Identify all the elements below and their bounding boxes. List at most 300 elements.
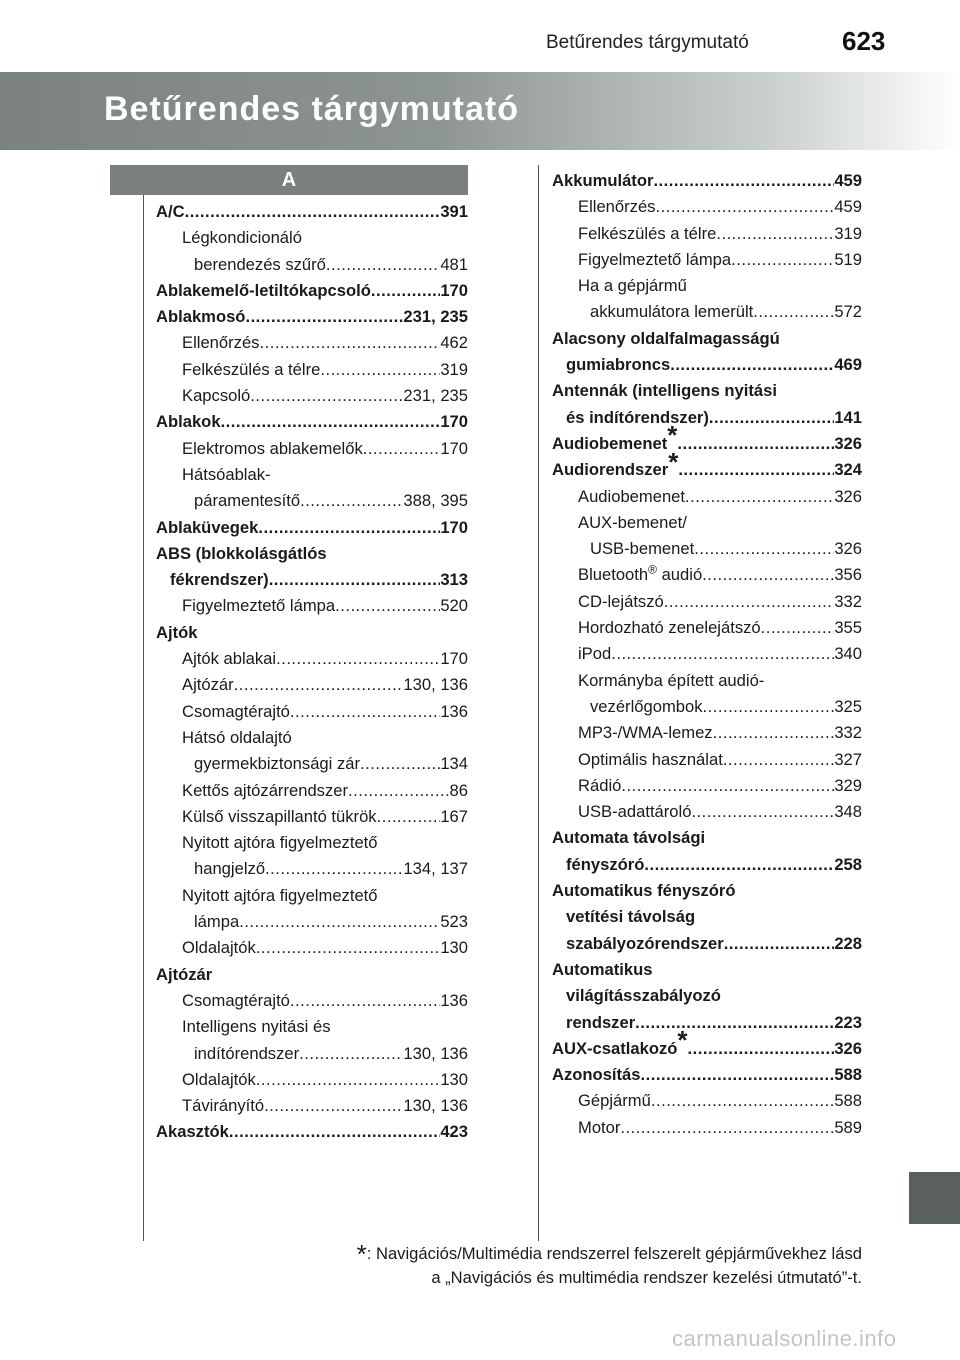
index-entry: [156, 278, 468, 304]
index-entry: [156, 909, 468, 935]
index-entry: [552, 825, 862, 851]
entry-term: [578, 1115, 620, 1141]
dot-leader: [620, 1115, 834, 1141]
page-reference: 228: [834, 933, 862, 953]
index-entry: [552, 878, 862, 904]
entry-text: Nyitott ajtóra figyelmeztető: [182, 833, 378, 853]
entry-text: páramentesítő: [194, 491, 301, 511]
entry-text: Ha a gépjármű: [578, 276, 687, 296]
page-reference: 572: [834, 302, 862, 322]
page-reference: 326: [834, 1038, 862, 1058]
page-reference: 329: [834, 775, 862, 795]
dot-leader: [265, 856, 403, 882]
entry-term: [194, 751, 360, 777]
page-reference: 423: [440, 1122, 468, 1142]
entry-text: hangjelző: [194, 859, 266, 879]
dot-leader: [269, 567, 441, 593]
page-reference: 130: [440, 938, 468, 958]
entry-text: MP3-/WMA-lemez: [578, 723, 713, 743]
footnote-marker: *: [677, 1025, 688, 1056]
index-entry: [552, 1010, 862, 1036]
dot-leader: [691, 799, 834, 825]
page-reference: 520: [440, 596, 468, 616]
entry-term: [578, 747, 723, 773]
entry-term: [182, 593, 335, 619]
thumb-index-tab: [909, 1172, 960, 1224]
entry-term: [552, 957, 653, 983]
entry-term: [566, 352, 670, 378]
dot-leader: [753, 299, 834, 325]
entry-text: Automata távolsági: [552, 828, 706, 848]
index-entry: [156, 830, 468, 856]
index-entry: [156, 199, 468, 225]
entry-text: Kapcsoló: [182, 386, 251, 406]
entry-text: Azonosítás: [552, 1065, 641, 1085]
index-entry: [552, 983, 862, 1009]
entry-term: [194, 1041, 299, 1067]
page-reference: 469: [834, 355, 862, 375]
entry-text: berendezés szűrő: [194, 254, 326, 274]
dot-leader: [299, 1041, 403, 1067]
entry-term: [566, 983, 721, 1009]
entry-term: [552, 168, 653, 194]
index-entry: [156, 515, 468, 541]
entry-term: [552, 1062, 641, 1088]
entry-term: [156, 620, 197, 646]
index-entry: [552, 615, 862, 641]
index-entry: [552, 957, 862, 983]
index-entry: [552, 668, 862, 694]
index-entry: [552, 1025, 862, 1062]
index-entry: [156, 725, 468, 751]
page-reference: 481: [440, 254, 468, 274]
entry-text: Felkészülés a télre: [578, 223, 717, 243]
entry-text: Motor: [578, 1117, 621, 1137]
entry-text: világításszabályozó: [566, 986, 721, 1006]
page-reference: 170: [440, 280, 468, 300]
page-reference: 589: [834, 1117, 862, 1137]
entry-text: Bluetooth: [578, 565, 649, 585]
entry-text: fényszóró: [566, 854, 645, 874]
entry-text: Csomagtérajtó: [182, 990, 290, 1010]
page-reference: 130, 136: [403, 675, 468, 695]
index-entry: [552, 299, 862, 325]
index-entry: [552, 773, 862, 799]
entry-text: fékrendszer): [170, 570, 269, 590]
entry-term: [156, 199, 185, 225]
page-reference: 332: [834, 723, 862, 743]
page-reference: 130, 136: [403, 1043, 468, 1063]
section-banner: [0, 72, 960, 150]
index-entry: [156, 935, 468, 961]
entry-term: [566, 931, 724, 957]
entry-text: Akkumulátor: [552, 171, 654, 190]
left-rule: [143, 195, 144, 1241]
index-entry: [552, 446, 862, 483]
page-reference: 459: [834, 171, 862, 190]
entry-term: [578, 247, 731, 273]
entry-term: [590, 299, 753, 325]
entry-term: [566, 405, 709, 431]
footnote-marker: *: [667, 420, 678, 451]
entry-text: USB-adattároló: [578, 802, 692, 822]
dot-leader: [326, 252, 440, 278]
entry-text: rendszer: [566, 1012, 636, 1032]
index-entry: [552, 562, 862, 588]
entry-text: Gépjármű: [578, 1091, 651, 1111]
page-reference: 326: [834, 539, 862, 559]
index-entry: [156, 620, 468, 646]
entry-term: [182, 935, 256, 961]
page-reference: 130: [440, 1069, 468, 1089]
entry-text: vezérlőgombok: [590, 696, 703, 716]
entry-text: Felkészülés a télre: [182, 359, 321, 379]
dot-leader: [185, 199, 441, 225]
index-entry: [552, 589, 862, 615]
footnote-mark: *: [356, 1239, 367, 1269]
index-entry: [552, 1115, 862, 1141]
index-entry: [552, 273, 862, 299]
entry-text: CD-lejátszó: [578, 591, 664, 611]
entry-text: Ablakemelő-letiltókapcsoló: [156, 280, 371, 300]
page-reference: 170: [440, 438, 468, 458]
entry-term: [552, 326, 780, 352]
entry-term: [566, 1010, 635, 1036]
entry-term: [156, 409, 221, 435]
entry-text: Ellenőrzés: [578, 197, 656, 217]
footnote: [200, 1238, 862, 1290]
dot-leader: [702, 562, 834, 588]
index-entry: [156, 567, 468, 593]
dot-leader: [360, 751, 440, 777]
entry-text: indítórendszer: [194, 1043, 300, 1063]
entry-text: AUX-bemenet/: [578, 512, 687, 532]
page-reference: 136: [440, 701, 468, 721]
index-entry: [156, 1093, 468, 1119]
page-number: 623: [842, 26, 886, 56]
dot-leader: [221, 409, 441, 435]
page-reference: 319: [834, 223, 862, 243]
index-entry: [156, 778, 468, 804]
index-entry: [552, 378, 862, 404]
footnote-line-1: : Navigációs/Multimédia rendszerrel felszerelt gépjárművekhez lásd: [366, 1244, 862, 1263]
page-reference: 340: [834, 644, 862, 664]
index-entry: [156, 462, 468, 488]
dot-leader: [276, 646, 440, 672]
entry-term: [578, 668, 764, 694]
entry-term: [182, 462, 271, 488]
page-reference: 231, 235: [403, 307, 468, 327]
page-reference: 523: [440, 912, 468, 932]
entry-term: [578, 484, 685, 510]
entry-term: [578, 221, 716, 247]
entry-term: [182, 1067, 256, 1093]
entry-text: akkumulátora lemerült: [590, 302, 754, 322]
index-entry: [552, 420, 862, 457]
running-header: [0, 0, 960, 64]
entry-text: Ajtózár: [182, 675, 234, 695]
page-reference: 313: [440, 570, 468, 590]
index-entry: [156, 330, 468, 356]
dot-leader: [611, 641, 834, 667]
page-reference: 324: [834, 460, 862, 480]
banner-title: Betűrendes tárgymutató: [104, 90, 519, 128]
section-letter: A: [110, 165, 468, 195]
index-entry: [552, 352, 862, 378]
entry-term: [566, 904, 695, 930]
entry-term: [194, 856, 265, 882]
page-reference: 86: [449, 780, 468, 800]
index-entry: [156, 357, 468, 383]
running-title: Betűrendes tárgymutató: [546, 32, 749, 53]
dot-leader: [713, 720, 835, 746]
entry-text: Ellenőrzés: [182, 333, 260, 353]
dot-leader: [655, 194, 834, 220]
index-entry: [156, 988, 468, 1014]
entry-suffix: audió: [656, 565, 703, 585]
entry-text: Rádió: [578, 775, 622, 795]
entry-term: [590, 536, 694, 562]
dot-leader: [677, 431, 834, 457]
dot-leader: [653, 168, 834, 194]
dot-leader: [761, 615, 835, 641]
entry-text: Hátsóablak-: [182, 464, 271, 484]
watermark: carmanualsonline.info: [672, 1326, 897, 1351]
entry-text: Távirányító: [182, 1096, 265, 1116]
entry-term: [156, 541, 327, 567]
index-entry: [156, 1119, 468, 1145]
entry-term: [182, 436, 363, 462]
entry-term: [156, 304, 245, 330]
page-reference: 167: [440, 806, 468, 826]
page-reference: 223: [834, 1012, 862, 1032]
entry-text: Audiorendszer: [552, 460, 669, 480]
index-entry: [552, 852, 862, 878]
index-entry: [156, 1014, 468, 1040]
index-entry: [552, 326, 862, 352]
page-reference: 134, 137: [403, 859, 468, 879]
dot-leader: [621, 773, 834, 799]
entry-term: [578, 562, 702, 588]
entry-text: Légkondicionáló: [182, 228, 302, 248]
entry-term: [194, 488, 300, 514]
entry-term: [552, 378, 777, 404]
dot-leader: [709, 405, 834, 431]
page-reference: 519: [834, 249, 862, 269]
index-entry: [156, 804, 468, 830]
entry-text: Hátsó oldalajtó: [182, 727, 292, 747]
page-reference: 588: [834, 1091, 862, 1111]
page-reference: 391: [440, 202, 468, 221]
page-reference: 170: [440, 649, 468, 669]
entry-text: Alacsony oldalfalmagasságú: [552, 328, 780, 348]
entry-term: [182, 357, 320, 383]
entry-text: Ablaküvegek: [156, 517, 259, 537]
dot-leader: [377, 804, 441, 830]
dot-leader: [703, 694, 835, 720]
entry-text: A/C: [156, 202, 185, 221]
entry-text: AUX-csatlakozó: [552, 1038, 678, 1058]
page-reference: 348: [834, 802, 862, 822]
dot-leader: [245, 304, 403, 330]
footnote-line-2: a „Navigációs és multimédia rendszer kezelési útmutató”-t.: [431, 1268, 862, 1287]
index-entry: [552, 405, 862, 431]
entry-term: [578, 589, 664, 615]
dot-leader: [363, 436, 441, 462]
entry-term: [182, 778, 348, 804]
entry-term: [590, 694, 703, 720]
index-column-right: [552, 168, 862, 1141]
entry-term: [170, 567, 269, 593]
entry-term: [552, 1025, 688, 1062]
page-reference: 327: [834, 749, 862, 769]
dot-leader: [258, 515, 440, 541]
page-reference: 356: [834, 565, 862, 585]
dot-leader: [256, 935, 441, 961]
entry-text: Antennák (intelligens nyitási: [552, 381, 777, 401]
dot-leader: [320, 357, 440, 383]
entry-term: [578, 615, 761, 641]
entry-term: [578, 773, 621, 799]
entry-term: [182, 699, 290, 725]
page-reference: 319: [440, 359, 468, 379]
index-entry: [552, 194, 862, 220]
index-entry: [552, 536, 862, 562]
entry-term: [182, 672, 234, 698]
entry-term: [578, 799, 691, 825]
entry-text: Oldalajtók: [182, 1069, 256, 1089]
center-rule: [538, 165, 539, 1241]
dot-leader: [250, 383, 403, 409]
entry-text: Ajtók ablakai: [182, 649, 277, 669]
entry-term: [182, 725, 292, 751]
index-entry: [156, 1067, 468, 1093]
entry-text: Kettős ajtózárrendszer: [182, 780, 349, 800]
entry-text: szabályozórendszer: [566, 933, 724, 953]
dot-leader: [229, 1119, 440, 1145]
index-entry: [156, 856, 468, 882]
page-reference: 462: [440, 333, 468, 353]
entry-text: Intelligens nyitási és: [182, 1017, 331, 1037]
page-reference: 231, 235: [403, 386, 468, 406]
registered-mark: ®: [648, 562, 657, 577]
index-entry: [552, 641, 862, 667]
dot-leader: [264, 1093, 403, 1119]
page-reference: 130, 136: [403, 1096, 468, 1116]
page-reference: 258: [834, 854, 862, 874]
index-column-left: [156, 199, 468, 1146]
page-reference: 170: [440, 517, 468, 537]
entry-term: [194, 252, 326, 278]
entry-term: [578, 273, 687, 299]
entry-text: Ajtózár: [156, 964, 213, 984]
entry-text: Oldalajtók: [182, 938, 256, 958]
entry-text: Automatikus: [552, 959, 653, 979]
page-reference: 170: [440, 412, 468, 432]
entry-text: Csomagtérajtó: [182, 701, 290, 721]
page-reference: 134: [440, 754, 468, 774]
index-entry: [156, 646, 468, 672]
entry-text: Ablakok: [156, 412, 221, 432]
index-entry: [156, 751, 468, 777]
entry-text: Ajtók: [156, 622, 198, 642]
page-reference: 326: [834, 486, 862, 506]
entry-text: iPod: [578, 644, 612, 664]
index-entry: [552, 904, 862, 930]
dot-leader: [239, 909, 440, 935]
entry-text: gumiabroncs: [566, 355, 671, 375]
dot-leader: [234, 672, 404, 698]
entry-term: [182, 1014, 331, 1040]
index-entry: [156, 1041, 468, 1067]
entry-term: [182, 225, 302, 251]
entry-text: Audiobemenet: [578, 486, 686, 506]
entry-text: USB-bemenet: [590, 539, 695, 559]
entry-term: [578, 720, 713, 746]
entry-term: [182, 330, 259, 356]
dot-leader: [348, 778, 450, 804]
dot-leader: [641, 1062, 835, 1088]
entry-text: Figyelmeztető lámpa: [182, 596, 336, 616]
page-reference: 588: [834, 1065, 862, 1085]
dot-leader: [635, 1010, 834, 1036]
index-entry: [552, 1088, 862, 1114]
index-entry: [156, 672, 468, 698]
entry-term: [552, 446, 679, 483]
entry-term: [156, 1119, 229, 1145]
index-entry: [156, 436, 468, 462]
dot-leader: [644, 852, 834, 878]
index-entry: [552, 1062, 862, 1088]
entry-term: [552, 420, 678, 457]
index-entry: [552, 747, 862, 773]
page-reference: 388, 395: [403, 491, 468, 511]
index-entry: [552, 720, 862, 746]
footnote-marker: *: [668, 446, 679, 477]
entry-term: [182, 988, 290, 1014]
dot-leader: [290, 699, 440, 725]
entry-text: ABS (blokkolásgátlós: [156, 543, 327, 563]
dot-leader: [724, 931, 835, 957]
index-entry: [552, 510, 862, 536]
entry-term: [182, 383, 250, 409]
index-entry: [552, 694, 862, 720]
dot-leader: [685, 484, 834, 510]
entry-text: vetítési távolság: [566, 907, 696, 927]
entry-text: Figyelmeztető lámpa: [578, 249, 732, 269]
entry-term: [194, 909, 239, 935]
entry-term: [182, 646, 276, 672]
entry-text: és indítórendszer): [566, 407, 709, 427]
dot-leader: [694, 536, 834, 562]
index-entry: [552, 931, 862, 957]
dot-leader: [259, 330, 440, 356]
dot-leader: [651, 1088, 834, 1114]
index-entry: [552, 484, 862, 510]
dot-leader: [670, 352, 834, 378]
index-entry: [156, 252, 468, 278]
entry-text: gyermekbiztonsági zár: [194, 754, 361, 774]
entry-term: [552, 825, 705, 851]
entry-text: Ablakmosó: [156, 307, 246, 327]
entry-text: Kormányba épített audió-: [578, 670, 765, 690]
index-entry: [156, 699, 468, 725]
dot-leader: [290, 988, 440, 1014]
dot-leader: [371, 278, 440, 304]
index-entry: [552, 799, 862, 825]
entry-term: [156, 515, 258, 541]
index-entry: [552, 247, 862, 273]
